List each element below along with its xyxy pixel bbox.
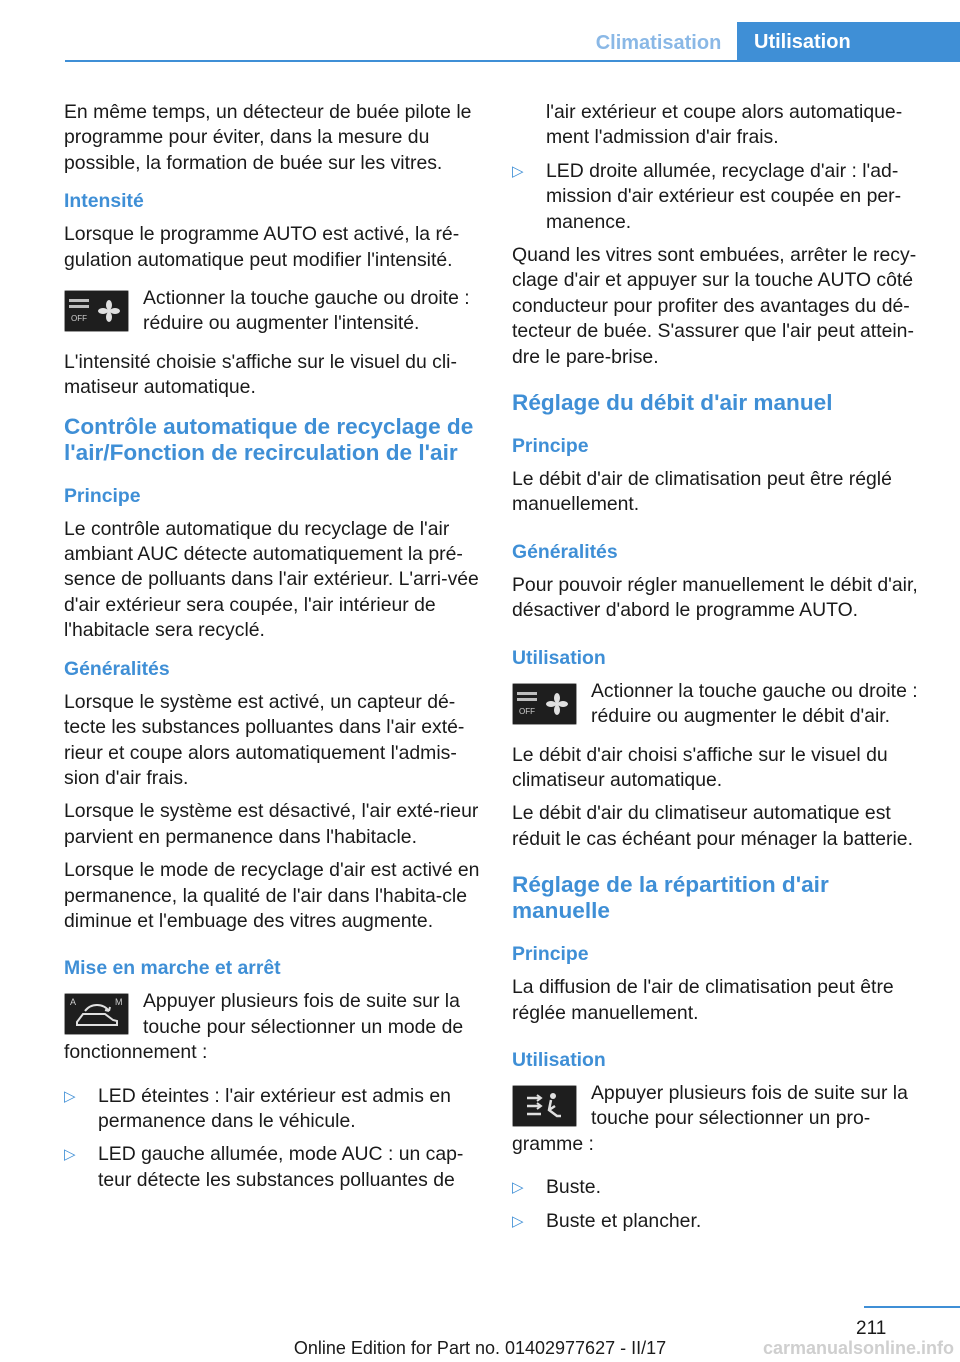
- auc-recirculation-button-icon: [64, 993, 129, 1035]
- paragraph-generalites-3: Lorsque le mode de recyclage d'air est activé en permanence, la qualité de l'air dans l'habita-cle diminue et l'embuage des vitres augmente.: [64, 859, 480, 932]
- watermark: carmanualsonline.info: [762, 1338, 954, 1358]
- auc-label-a: A: [70, 997, 77, 1008]
- auc-label-m: M: [115, 997, 123, 1008]
- utilisation2-icon-text: Appuyer plusieurs fois de suite sur la touche pour sélectionner un pro-gramme :: [512, 1081, 908, 1155]
- fan-off-label: OFF: [519, 706, 535, 716]
- heading-principe-repartition: Principe: [512, 943, 589, 966]
- fan-button-icon: [512, 683, 577, 725]
- mode-list-right: [512, 100, 932, 235]
- heading-utilisation-repartition: Utilisation: [512, 1048, 606, 1071]
- left-column: [64, 100, 480, 1201]
- header-section-tab[interactable]: Climatisation: [595, 32, 722, 54]
- list-item: ▷ Buste.: [512, 1175, 932, 1200]
- list-item-continuation: l'air extérieur et coupe alors automatique-ment l'admission d'air frais.: [546, 101, 903, 149]
- header-chapter-tab[interactable]: Utilisation: [737, 22, 960, 62]
- heading-principe-auc: Principe: [64, 484, 141, 507]
- heading-utilisation-debit: Utilisation: [512, 646, 606, 669]
- edition-footer: Online Edition for Part no. 01402977627 - II/17: [293, 1338, 667, 1358]
- bullet-icon: ▷: [512, 162, 524, 180]
- heading-generalites-debit: Généralités: [512, 540, 618, 563]
- utilisation-icon-text: Actionner la touche gauche ou droite : réduire ou augmenter le débit d'air.: [591, 679, 918, 728]
- paragraph-generalites-1: Lorsque le système est activé, un capteur dé-tecte les substances polluantes dans l'air exté-rieur et coupe alors automatiquement l'admis-sion d'air frais.: [64, 690, 465, 789]
- paragraph-intensite-display: L'intensité choisie s'affiche sur le visuel du cli-matiseur automatique.: [64, 350, 457, 399]
- intensite-icon-text: Actionner la touche gauche ou droite : réduire ou augmenter l'intensité.: [143, 287, 470, 335]
- paragraph-vitres-embuees: Quand les vitres sont embuées, arrêter le recy-clage d'air et appuyer sur la touche AUTO côté conducteur pour profiter des avantages du dé-tecteur de buée. S'assurer que l'air peut attein-dre le pare-brise.: [512, 244, 917, 368]
- bullet-icon: ▷: [512, 1212, 524, 1230]
- heading-auc: Contrôle automatique de recyclage de l'air/Fonction de recirculation de l'air: [64, 413, 474, 465]
- list-item: ▷ LED éteintes : l'air extérieur est admis en permanence dans le véhicule.: [64, 1084, 451, 1132]
- paragraph-debit-display: Le débit d'air choisi s'affiche sur le visuel du climatiseur automatique.: [512, 743, 888, 791]
- paragraph-generalites-debit: Pour pouvoir régler manuellement le débit d'air, désactiver d'abord le programme AUTO.: [512, 573, 918, 622]
- heading-principe-debit: Principe: [512, 435, 589, 458]
- paragraph-intensite: Lorsque le programme AUTO est activé, la ré-gulation automatique peut modifier l'intensité.: [64, 223, 460, 271]
- program-list: [512, 1175, 932, 1234]
- paragraph-debit-batterie: Le débit d'air du climatiseur automatique est réduit le cas échéant pour ménager la batterie.: [512, 802, 913, 850]
- repartition-icon-block: [512, 1081, 932, 1157]
- paragraph-generalites-2: Lorsque le système est désactivé, l'air exté-rieur parvient en permanence dans l'habitacle.: [64, 800, 479, 848]
- heading-generalites-auc: Généralités: [64, 657, 170, 680]
- mode-list-left: [64, 1084, 480, 1194]
- list-item: ▷ LED droite allumée, recyclage d'air : l'ad-mission d'air extérieur est coupée en per-manence.: [512, 159, 902, 233]
- debit-icon-block: [512, 679, 932, 730]
- fan-off-label: OFF: [71, 314, 87, 324]
- fan-button-icon: [64, 290, 129, 332]
- bullet-icon: ▷: [512, 1179, 524, 1197]
- heading-debit-air: Réglage du débit d'air manuel: [512, 390, 833, 416]
- intensite-icon-block: [64, 286, 480, 337]
- paragraph-principe-auc: Le contrôle automatique du recyclage de l'air ambiant AUC détecte automatiquement la pré-sence de polluants dans l'air extérieur. L'arri-vée d'air extérieur sera coupée, l'air intérieur de l'habitacle sera recyclé.: [64, 517, 479, 642]
- right-column: [512, 100, 932, 1242]
- list-item: ▷ LED gauche allumée, mode AUC : un cap-teur détecte les substances polluantes de: [64, 1143, 464, 1191]
- air-distribution-button-icon: [512, 1085, 577, 1127]
- heading-intensite: Intensité: [64, 190, 144, 213]
- paragraph-detecteur-buee: En même temps, un détecteur de buée pilote le programme pour éviter, dans la mesure du possible, la formation de buée sur les vitres.: [64, 101, 472, 174]
- paragraph-principe-repartition: La diffusion de l'air de climatisation peut être réglée manuellement.: [512, 976, 894, 1024]
- page-number-rule: [864, 1306, 960, 1308]
- bullet-icon: ▷: [64, 1146, 76, 1164]
- list-item: ▷ Buste et plancher.: [512, 1209, 932, 1234]
- paragraph-principe-debit: Le débit d'air de climatisation peut être réglé manuellement.: [512, 468, 892, 516]
- heading-marche-arret: Mise en marche et arrêt: [64, 957, 281, 980]
- bullet-icon: ▷: [64, 1087, 76, 1105]
- auc-icon-block: [64, 989, 480, 1065]
- heading-repartition-air: Réglage de la répartition d'air manuelle: [512, 872, 829, 924]
- page-number: 211: [856, 1318, 887, 1339]
- marche-icon-text: Appuyer plusieurs fois de suite sur la touche pour sélectionner un mode de fonctionnement :: [64, 990, 464, 1064]
